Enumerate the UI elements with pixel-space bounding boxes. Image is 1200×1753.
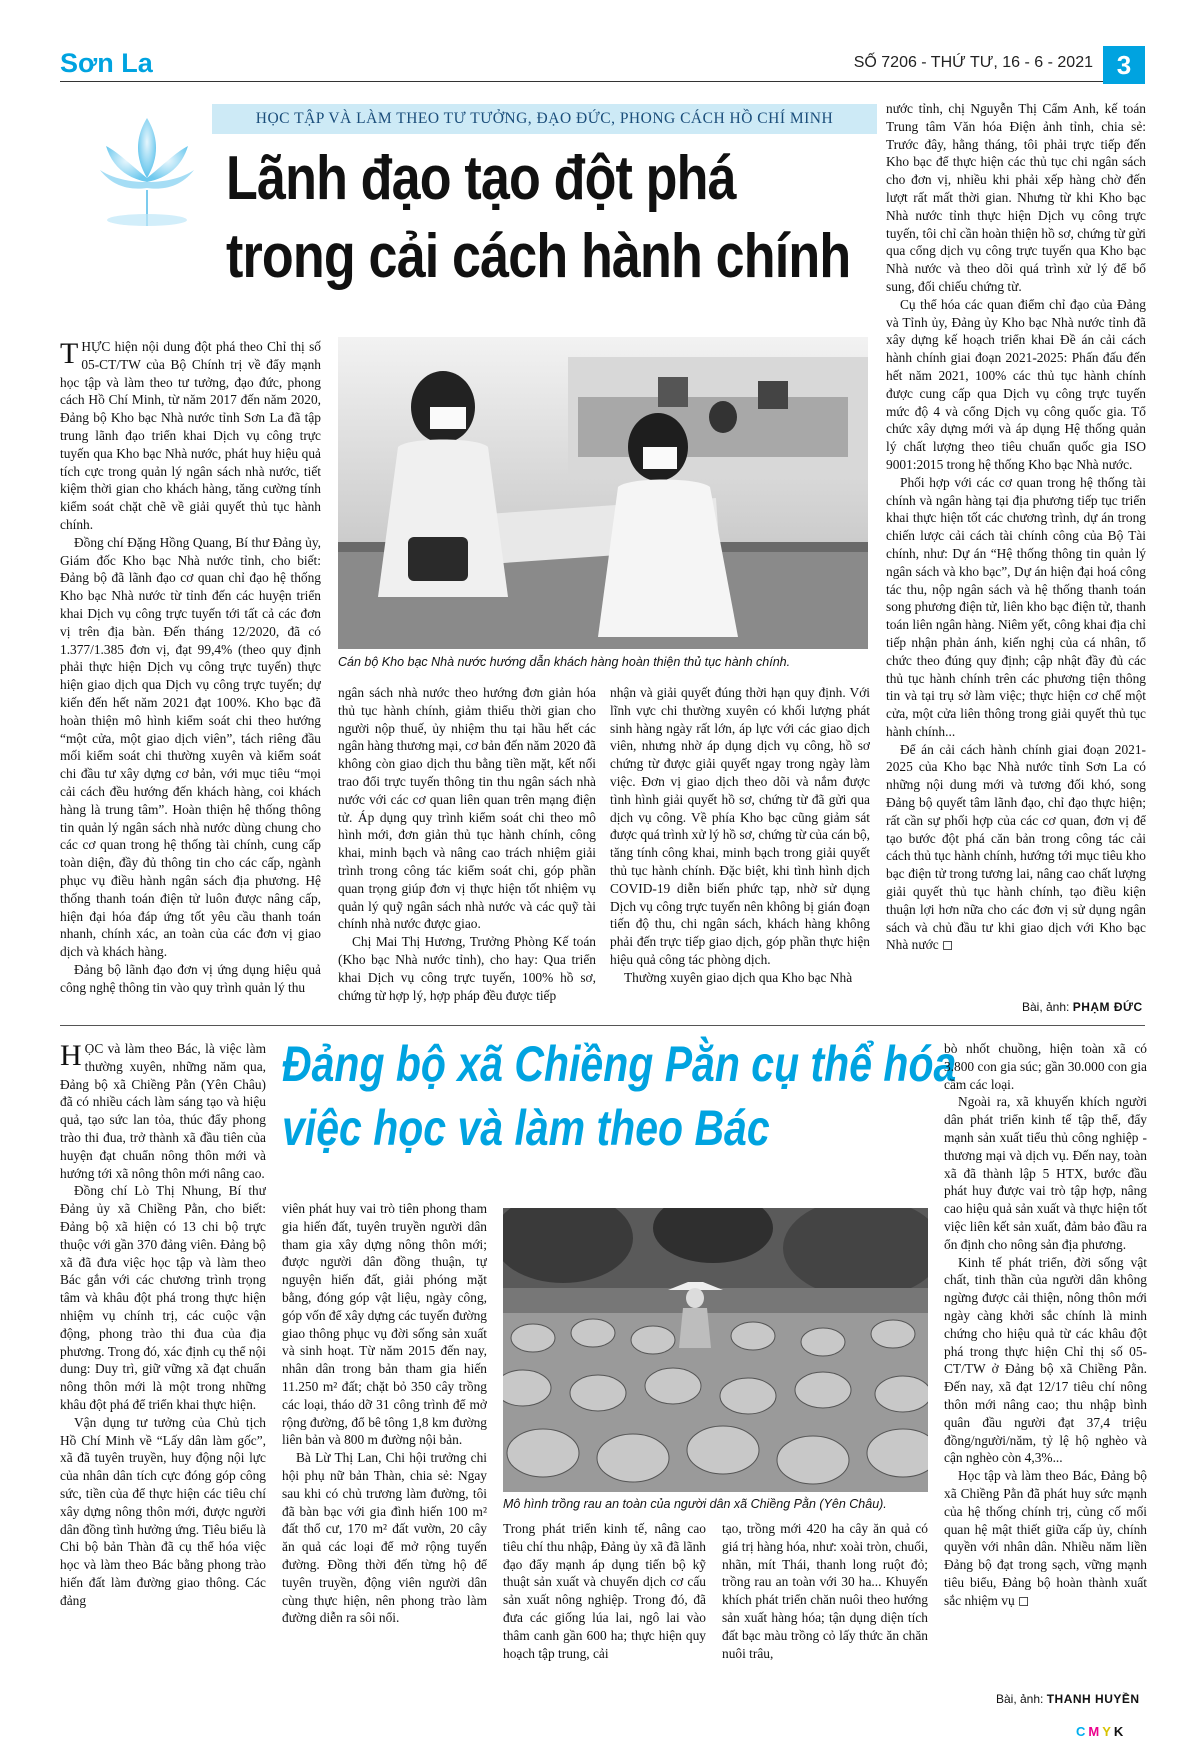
article2-paragraph: tạo, trồng mới 420 ha cây ăn quả có giá trị hàng hóa, như: xoài tròn, chuối, nhãn, mít Thái, thanh long ruột đỏ; trồng rau an toàn với 30 ha... Khuyến khích phát triển chăn nuôi theo hướng sản xuất hàng hóa; tận dụng diện tích đất bạc màu trồng cỏ lấy thức ăn chăn nuôi trâu, (722, 1521, 928, 1661)
article1-paragraph: Chị Mai Thị Hương, Trưởng Phòng Kế toán (Kho bạc Nhà nước tỉnh), cho hay: Qua triển khai Dịch vụ công trực tuyến, 100% hồ sơ, chứng từ hợp lý, hợp pháp đều được tiếp (338, 934, 596, 1003)
article2-column-1 (60, 1040, 266, 1720)
article2-paragraph: Học tập và làm theo Bác, Đảng bộ xã Chiềng Pằn đã phát huy sức mạnh của hệ thống chính trị, củng cố mối quan hệ mật thiết giữa cấp ủy, chính quyền với nhân dân. Nhiều năm liền Đảng bộ đạt trong sạch, vững mạnh tiêu biểu, Đảng bộ hoàn thành xuất sắc nhiệm vụ ◻ (944, 1468, 1147, 1608)
article2-photo-caption: Mô hình trồng rau an toàn của người dân xã Chiềng Pằn (Yên Châu). (503, 1497, 887, 1511)
lotus-icon (92, 108, 202, 228)
article2-photo (503, 1208, 928, 1492)
article2-paragraph: Bà Lừ Thị Lan, Chi hội trưởng chi hội phụ nữ bản Thàn, chia sẻ: Ngay sau khi có chủ trương làm đường, tôi đã bàn bạc với gia đình hiến 100 m² đất thổ cư, 170 m² đất vườn, 20 cây ăn quả các loại để mở rộng tuyến đường. Đồng thời đến từng hộ để tuyên truyền, động viên người dân cùng thực hiện, nên phong trào làm đường diễn ra sôi nổi. (282, 1450, 487, 1626)
page-number: 3 (1103, 46, 1145, 84)
article1-byline: Bài, ảnh: PHẠM ĐỨC (1022, 1000, 1143, 1014)
article1-paragraph: Đảng bộ lãnh đạo đơn vị ứng dụng hiệu quả công nghệ thông tin vào quy trình quản lý thu (60, 961, 321, 995)
dropcap: H (60, 1040, 82, 1072)
article1-kicker: HỌC TẬP VÀ LÀM THEO TƯ TƯỞNG, ĐẠO ĐỨC, PHONG CÁCH HỒ CHÍ MINH (212, 104, 877, 134)
article1-paragraph: nước tỉnh, chị Nguyễn Thị Cẩm Anh, kế toán Trung tâm Văn hóa Điện ảnh tỉnh, chia sẻ: Trước đây, hằng tháng, tôi phải trực tiếp đến Kho bạc để thực hiện các thủ tục chi ngân sách cho đơn vị, nhiều khi phải xếp hàng chờ đến lượt rất mất thời gian. Nhưng từ khi Kho bạc Nhà nước tỉnh thực hiện Dịch vụ công trực tuyến, tôi chỉ cần hoàn thiện hồ sơ, chứng từ gửi qua cổng dịch vụ công trực tuyến qua Kho bạc Nhà nước và theo dõi quá trình xử lý để bổ sung, đối chiếu chứng từ. (886, 101, 1146, 294)
article2-paragraph: Ngoài ra, xã khuyến khích người dân phát triển kinh tế tập thể, đẩy mạnh sản xuất tiểu thủ công nghiệp - thương mại và dịch vụ. Đến nay, toàn xã đã thành lập 5 HTX, bước đầu phát huy được vai trò tập hợp, nâng cao hiệu quả sản xuất và thực hiện tốt việc liên kết sản xuất, đảm bảo đầu ra ổn định cho nông sản địa phương. (944, 1094, 1147, 1252)
dropcap: T (60, 338, 79, 370)
article2-headline-line2: việc học và làm theo Bác (282, 1100, 770, 1156)
article1-paragraph: THỰC hiện nội dung đột phá theo Chỉ thị số 05-CT/TW của Bộ Chính trị về đẩy mạnh học tập và làm theo tư tưởng, đạo đức, phong cách Hồ Chí Minh, từ năm 2017 đến năm 2020, Đảng bộ Kho bạc Nhà nước tỉnh Sơn La đã tập trung lãnh đạo triển khai Dịch vụ công trực tuyến qua Kho bạc Nhà nước, phát huy hiệu quả tích cực trong quản lý ngân sách nhà nước, tiết kiệm thời gian cho khách hàng, tăng cường tính kiểm soát chặt chẽ về giải quyết thủ tục hành chính. (60, 338, 321, 532)
article1-paragraph: ngân sách nhà nước theo hướng đơn giản hóa thủ tục hành chính, giảm thiểu thời gian cho người nộp thuế, ủy nhiệm thu tại hầu hết các ngân hàng thương mại, cơ bản đến năm 2020 đã không còn giao dịch thu bằng tiền mặt, kết nối trao đổi trực tuyến thông tin thu ngân sách nhà nước với các cơ quan liên quan trên mạng điện tử. Áp dụng quy trình kiểm soát chi theo mô hình mới, đơn giản thủ tục hành chính, công khai, minh bạch và nâng cao trách nhiệm giải trình trong công tác kiểm soát chi, góp phần quan trọng giúp đơn vị thực hiện tốt nhiệm vụ quản lý quỹ ngân sách nhà nước và các quỹ tài chính nhà nước được giao. (338, 685, 596, 932)
article1-column-2 (338, 684, 596, 1016)
issue-info: SỐ 7206 - THỨ TƯ, 16 - 6 - 2021 (853, 54, 1093, 71)
cmyk-registration: CMYK (1076, 1724, 1127, 1739)
article1-paragraph: Cụ thể hóa các quan điểm chỉ đạo của Đảng và Tỉnh ủy, Đảng ủy Kho bạc Nhà nước tỉnh đã xây dựng kế hoạch triển khai Đề án cải cách hành chính giai đoạn 2021-2025: Phấn đấu đến hết năm 2021, 100% các thủ tục hành chính được cung cấp qua Dịch vụ công trực tuyến mức độ 4 và cổng Dịch vụ công quốc gia. Tổ chức xây dựng mới và áp dụng Hệ thống quản lý chất lượng theo tiêu chuẩn quốc gia ISO 9001:2015 trong hệ thống Kho bạc Nhà nước. (886, 296, 1146, 472)
article2-headline-line1: Đảng bộ xã Chiềng Pằn cụ thể hóa (282, 1036, 957, 1092)
article2-headline (282, 1032, 957, 1160)
section-name: Sơn La (60, 48, 153, 78)
article2-paragraph: Kinh tế phát triển, đời sống vật chất, tinh thần của người dân không ngừng được cải thiện, nông thôn mới ngày càng khởi sắc chính là minh chứng cho hiệu quả từ các khâu đột phá trong thực hiện Chỉ thị số 05-CT/TW ở Đảng bộ xã Chiềng Pằn. Đến nay, xã đạt 12/17 tiêu chí nông thôn mới nâng cao; thu nhập bình quân đầu người đạt 37,4 triệu đồng/người/năm, tỷ lệ hộ nghèo và cận nghèo còn 4,3%... (944, 1254, 1147, 1466)
article1-headline (226, 140, 851, 296)
article1-paragraph: Đồng chí Đặng Hồng Quang, Bí thư Đảng ủy, Giám đốc Kho bạc Nhà nước tỉnh, cho biết: Đảng bộ đã lãnh đạo cơ quan chỉ đạo hệ thống Kho bạc Nhà nước từ tỉnh đến các huyện triển khai Dịch vụ công trực tuyến tới tất cả các đơn vị trên địa bàn. Đến tháng 12/2020, đã có 1.377/1.385 đơn vị, đạt 99,4% (theo quy định phải thực hiện Dịch vụ công trực tuyến) thực hiện giao dịch qua Dịch vụ công trực tuyến; dự kiến đến hết năm 2021 đạt 100%. Kho bạc đã hoàn thiện mô hình kiểm soát chi theo hướng “một cửa, một giao dịch viên”, tách riêng đầu mối kiểm soát chi thường xuyên và kiểm soát chi đầu tư xây dựng cơ bản, với mục tiêu “mọi cải cách đều hướng đến khách hàng, coi khách hàng là trung tâm”. Hoàn thiện hệ thống thông tin quản lý ngân sách nhà nước dùng chung cho các cơ quan trong hệ thống tài chính, cung cấp toàn diện, đầy đủ thông tin cho các cấp, ngành phục vụ điều hành ngân sách địa phương. Hệ thống thanh toán điện tử luôn được nâng cấp, hiện đại hóa đáp ứng tốt yêu cầu thanh toán nhanh, chính xác, an toàn của các đơn vị giao dịch và khách hàng. (60, 534, 321, 960)
article1-column-4 (886, 100, 1146, 994)
article2-paragraph: Trong phát triển kinh tế, nâng cao tiêu chí thu nhập, Đảng ủy xã đã lãnh đạo đẩy mạnh áp dụng tiến bộ kỹ thuật sản xuất và chuyển dịch cơ cấu sản xuất nông nghiệp. Trong đó, đã đưa các giống lúa lai, ngô lai vào thâm canh gần 600 ha; thực hiện quy hoạch tập trung, cải (503, 1521, 706, 1661)
page-header (60, 40, 1145, 82)
article1-headline-line1: Lãnh đạo tạo đột phá (226, 144, 736, 213)
article1-column-1 (60, 338, 321, 1018)
article2-paragraph: Đồng chí Lò Thị Nhung, Bí thư Đảng ủy xã Chiềng Pằn, cho biết: Đảng bộ xã hiện có 13 chi bộ trực thuộc với gần 370 đảng viên. Đảng bộ xã đã đưa việc học tập và làm theo Bác gắn với các chương trình trọng tâm và khâu đột phá trong thực hiện nhiệm vụ chính trị, các cuộc vận động, phong trào thi đua của địa phương. Trong đó, xác định cụ thể nội dung: Duy trì, giữ vững xã đạt chuẩn nông thôn mới là một trong những khâu đột phá để triển khai thực hiện. (60, 1183, 266, 1412)
article1-paragraph: nhận và giải quyết đúng thời hạn quy định. Với lĩnh vực chi thường xuyên có khối lượng phát sinh hàng ngày rất lớn, áp lực với các giao dịch viên, nhưng nhờ áp dụng dịch vụ công, hồ sơ chứng từ được giải quyết ngay trong ngày làm việc. Đơn vị giao dịch theo dõi và nắm được tình hình giải quyết hồ sơ, chứng từ đã gửi qua dịch vụ công. Về phía Kho bạc cũng giảm sát được quá trình xử lý hồ sơ, chứng từ của cán bộ, tăng tính công khai, minh bạch trong giải quyết thủ tục hành chính. Đặc biệt, khi tình hình dịch COVID-19 diễn biến phức tạp, nhờ sử dụng Dịch vụ công trực tuyến nên không bị gián đoạn tiến độ thu, chi ngân sách, khách hàng không phải đến trực tiếp giao dịch, góp phần thực hiện hiệu quả công tác phòng dịch. (610, 685, 870, 967)
article1-paragraph: Phối hợp với các cơ quan trong hệ thống tài chính và ngân hàng tại địa phương tiếp tục triển khai thực hiện tốt các chương trình, dự án trong chiến lược cải cách tài chính công của Bộ Tài chính, như: Dự án “Hệ thống thông tin quản lý ngân sách và kho bạc”, Dự án hiện đại hoá công tác thu, nộp ngân sách và hệ thống thanh toán song phương điện tử, liên kho bạc điện tử, thanh toán liên ngân hàng. Niêm yết, công khai địa chỉ tiếp nhận phản ánh, kiến nghị của cá nhân, tổ chức theo đúng quy định; cập nhật đầy đủ các thủ tục hành chính trên các phương tiện thông tin và tại trụ sở làm việc; thực hiện cơ chế một cửa, một cửa liên thông trong giải quyết thủ tục hành chính... (886, 474, 1146, 739)
article-divider (60, 1025, 1145, 1026)
article1-column-3 (610, 684, 870, 1016)
article2-paragraph: viên phát huy vai trò tiên phong tham gia hiến đất, tuyên truyền người dân tham gia xây dựng nông thôn mới; được người dân đồng thuận, tự nguyện hiến đất, giải phóng mặt bằng, đóng góp vật liệu, ngày công, góp vốn để xây dựng các tuyến đường giao thông phục vụ đời sống sản xuất và sinh hoạt. Từ năm 2015 đến nay, nhân dân trong bản tham gia hiến 11.250 m² đất; chặt bỏ 350 cây trồng các loại, tháo dỡ 31 công trình để mở rộng đường, đổ bê tông 1,8 km đường liên bản và 800 m đường nội bản. (282, 1201, 487, 1448)
article1-paragraph: Để án cải cách hành chính giai đoạn 2021-2025 của Kho bạc Nhà nước tỉnh Sơn La có những nội dung mới và tương đối khó, song Đảng bộ quyết tâm lãnh đạo, chỉ đạo thực hiện; rất cần sự phối hợp của các cơ quan, đơn vị để tạo bước đột phá căn bản trong công tác cải cách thủ tục hành chính, hướng tới mục tiêu kho bạc điện tử trong tương lai, nâng cao chất lượng giải quyết thủ tục hành chính, tạo điều kiện thuận lợi hơn nữa cho các đơn vị sử dụng ngân sách và chủ đầu tư khi giao dịch với Kho bạc Nhà nước ◻ (886, 741, 1146, 953)
article2-column-4 (722, 1520, 928, 1720)
article2-column-2 (282, 1200, 487, 1720)
article1-headline-line2: trong cải cách hành chính (226, 222, 851, 291)
article2-column-5 (944, 1040, 1147, 1686)
article1-paragraph: Thường xuyên giao dịch qua Kho bạc Nhà (624, 969, 853, 985)
article1-photo (338, 337, 868, 649)
article1-photo-caption: Cán bộ Kho bạc Nhà nước hướng dẫn khách hàng hoàn thiện thủ tục hành chính. (338, 655, 791, 669)
article2-paragraph: HỌC và làm theo Bác, là việc làm thường xuyên, những năm qua, Đảng bộ xã Chiềng Pằn (Yên Châu) đã có nhiều cách làm sáng tạo và hiệu quả, tạo sức lan tỏa, thúc đẩy phong trào thi đua, trở thành xã đầu tiên của huyện đạt chuẩn nông thôn mới và hướng tới xã nông thôn mới nâng cao. (60, 1040, 266, 1181)
article2-paragraph: bò nhốt chuồng, hiện toàn xã có 3.800 con gia súc; gần 30.000 con gia cầm các loại. (944, 1041, 1147, 1092)
article2-paragraph: Vận dụng tư tưởng của Chủ tịch Hồ Chí Minh về “Lấy dân làm gốc”, xã đã tuyên truyền, huy động nội lực của nhân dân tích cực đóng góp công sức, tiền của để thực hiện các tiêu chí xây dựng nông thôn mới, được người dân đồng tình hưởng ứng. Tiêu biểu là Chi bộ bản Thàn đã cụ thể hóa việc học và làm theo Bác bằng phong trào hiến đất làm đường giao thông. Các đảng (60, 1414, 266, 1608)
article2-byline: Bài, ảnh: THANH HUYỀN (996, 1692, 1140, 1706)
article2-column-3 (503, 1520, 706, 1720)
